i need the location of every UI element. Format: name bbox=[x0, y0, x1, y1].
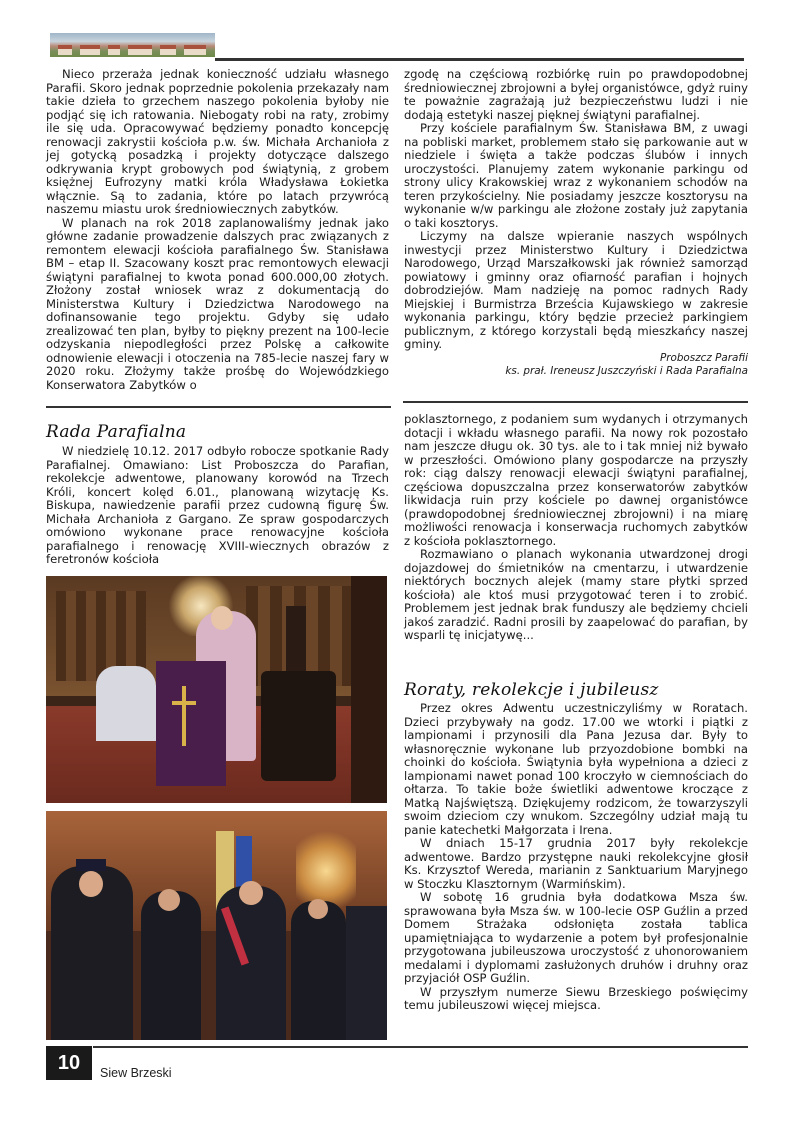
article-col1-top bbox=[46, 68, 389, 392]
paragraph: zgodę na częściową rozbiórkę ruin po prawdopodobnej średniowiecznej zbrojowni a byłej organistówce, gdyż ruiny te poważnie zagrażają już bezpieczeństwu ludzi i nie dodają estetyki naszej pięknej świątyni parafialnej. bbox=[404, 67, 748, 122]
photo-priest-at-altar bbox=[46, 576, 387, 803]
publication-title: Siew Brzeski bbox=[100, 1066, 172, 1080]
paragraph: poklasztornego, z podaniem sum wydanych i otrzymanych dotacji i wkładu własnego parafii. Na nowy rok pozostało nam jeszcze długu ok. 30 tys. ale to i tak mniej niż bywało w przeszłości. Omówiono plany gospodarcze na przyszły rok: ciąg dalszy renowacji elewacji świątyni parafialnej, częściowa dopuszczalna przez konserwatorów zabytków likwidacja ruin przy kościele po dawnej organistówce (prawdopodobnej średniowiecznej zbrojowni) i na miarę możliwości renowacja i konserwacja ruchomych zabytków z kościoła poklasztornego. bbox=[404, 412, 748, 548]
paragraph: Liczymy na dalsze wpieranie naszych wspólnych inwestycji przez Ministerstwo Kultury i Dziedzictwa Narodowego, Urząd Marszałkowski jak również samorząd powiatowy i gminny oraz ofiarność parafian i hojnych dobrodziejów. Mam nadzieję na pomoc radnych Rady Miejskiej i Burmistrza Brześcia Kujawskiego w zakresie wykonania parkingu, który będzie przecież parkingiem publicznym, z którego korzystali będą mieszkańcy naszej gminy. bbox=[404, 229, 748, 351]
section-title-roraty: Roraty, rekolekcje i jubileusz bbox=[404, 680, 659, 700]
paragraph: W przyszłym numerze Siewu Brzeskiego poświęcimy temu jubileuszowi więcej miejsca. bbox=[404, 984, 748, 1012]
paragraph: W sobotę 16 grudnia była dodatkowa Msza św. sprawowana była Msza św. w 100-lecie OSP Guźlin a przed Domem Strażaka odsłonięta została tablica upamiętniająca to wydarzenie a potem był profesjonalnie przygotowana jubileuszowa uroczystość z uhonorowaniem medalami i dyplomami zasłużonych druhów i druhny oraz przyjaciół OSP Guźlin. bbox=[404, 890, 748, 985]
article-col2-top bbox=[404, 68, 748, 379]
paragraph: Nieco przeraża jednak konieczność udziału własnego Parafii. Skoro jednak poprzednie pokolenia przekazały nam takie dzieła to grzechem naszego pokolenia byłoby nie podjąć się ich ratowania. Niebogaty robi na raty, zrobimy ile się uda. Opracowywać będziemy ponadto koncepcję renowacji zakrystii kościoła p.w. św. Michała Archanioła z jej gotycką posadzką i projekty dotyczące dalszego odkrywania krypt grobowych pod świątynią, z grobem księżnej Eufrozyny matki króla Władysława Łokietka włącznie. Są to zadania, które po latach przywrócą naszemu miastu urok średniowiecznych zabytków. bbox=[46, 67, 389, 216]
header-town-image bbox=[50, 33, 215, 57]
paragraph: Przez okres Adwentu uczestniczyliśmy w Roratach. Dzieci przybywały na godz. 17.00 we wtorki i piątki z lampionami i przynosili dla Pana Jezusa dar. Były to własnoręcznie wykonane lub przyozdobione bombki na choinki do kościoła. Świątynia była wypełniona a dzieci z lampionami nawet ponad 100 kroczyło w ciemnościach do ołtarza. To takie boże świetliki adwentowe kroczące z Matką Najświętszą. Dziękujemy rodzicom, że towarzyszyli swoim dzieciom czy wnukom. Szczególny udział mają tu panie katechetki Małgorzata i Irena. bbox=[404, 701, 748, 837]
section-title-rada-parafialna: Rada Parafialna bbox=[46, 422, 187, 442]
paragraph: W dniach 15-17 grudnia 2017 były rekolekcje adwentowe. Bardzo przystępne nauki rekolekcyjne głosił Ks. Krzysztof Wereda, marianin z Sanktuarium Maryjnego w Stoczku Klasztornym (Warmińskim). bbox=[404, 836, 748, 891]
section-divider-right bbox=[403, 401, 748, 403]
paragraph: Rozmawiano o planach wykonania utwardzonej drogi dojazdowej do śmietników na cmentarzu, i utwardzenie niektórych bocznych alejek (mamy stare płytki sprzed kościoła) ale ktoś musi przygotować teren i to zrobić. Problemem jest jednak brak funduszy ale będziemy chcieli jakoś zaradzić. Radni prosili by zaapelować do parafian, by wsparli tę inicjatywę... bbox=[404, 547, 748, 642]
section-divider-left bbox=[46, 406, 391, 408]
paragraph: Przy kościele parafialnym Św. Stanisława BM, z uwagi na pobliski market, problemem stało się parkowanie aut w niedziele i święta a także podczas ślubów i innych uroczystości. Planujemy zatem wykonanie parkingu od strony ulicy Krakowskiej wraz z wykonaniem schodów na teren przykościelny. Nie posiadamy jeszcze kosztorysu na wykonanie w/w parkingu ale złożone zostały już zapytania o taki kosztorys. bbox=[404, 121, 748, 230]
paragraph: W niedzielę 10.12. 2017 odbyło robocze spotkanie Rady Parafialnej. Omawiano: List Proboszcza do Parafian, rekolekcje adwentowe, planowany korowód na Trzech Króli, koncert kolęd 6.01., planowaną wizytację Ks. Biskupa, nawiedzenie parafii przez cudowną figurę Św. Michała Archanioła z Gargano. Ze spraw gospodarczych omówiono wykonane prace renowacyjne kościoła parafialnego i renowację XVIII-wiecznych obrazów z feretronów kościoła bbox=[46, 444, 389, 566]
rada-parafialna-col1 bbox=[46, 445, 389, 567]
rada-parafialna-col2 bbox=[404, 413, 748, 643]
paragraph: W planach na rok 2018 zaplanowaliśmy jednak jako główne zadanie prowadzenie dalszych prac związanych z remontem elewacji kościoła parafialnego Św. Stanisława BM – etap II. Szacowany koszt prac remontowych elewacji świątyni parafialnej to kwota ponad 600.000,00 złotych. Złożony został wniosek wraz z dokumentacją do Ministerstwa Kultury i Dziedzictwa Narodowego na dofinansowanie tego projektu. Gdyby się udało zrealizować ten plan, byłby to piękny prezent na 100-lecie odzyskania niepodległości przez Polskę a całkowite odnowienie elewacji i otoczenia na 785-lecie naszej fary w 2020 roku. Złożymy także prośbę do Wojewódzkiego Konserwatora Zabytków o bbox=[46, 215, 389, 392]
page-number: 10 bbox=[46, 1046, 92, 1080]
signature-title: Proboszcz Parafii bbox=[659, 351, 748, 364]
footer-rule bbox=[93, 1046, 748, 1048]
header-rule bbox=[215, 58, 744, 61]
roraty-article bbox=[404, 702, 748, 1013]
photo-firefighters-in-church bbox=[46, 811, 387, 1040]
signature-names: ks. prał. Ireneusz Juszczyński i Rada Parafialna bbox=[505, 365, 748, 377]
